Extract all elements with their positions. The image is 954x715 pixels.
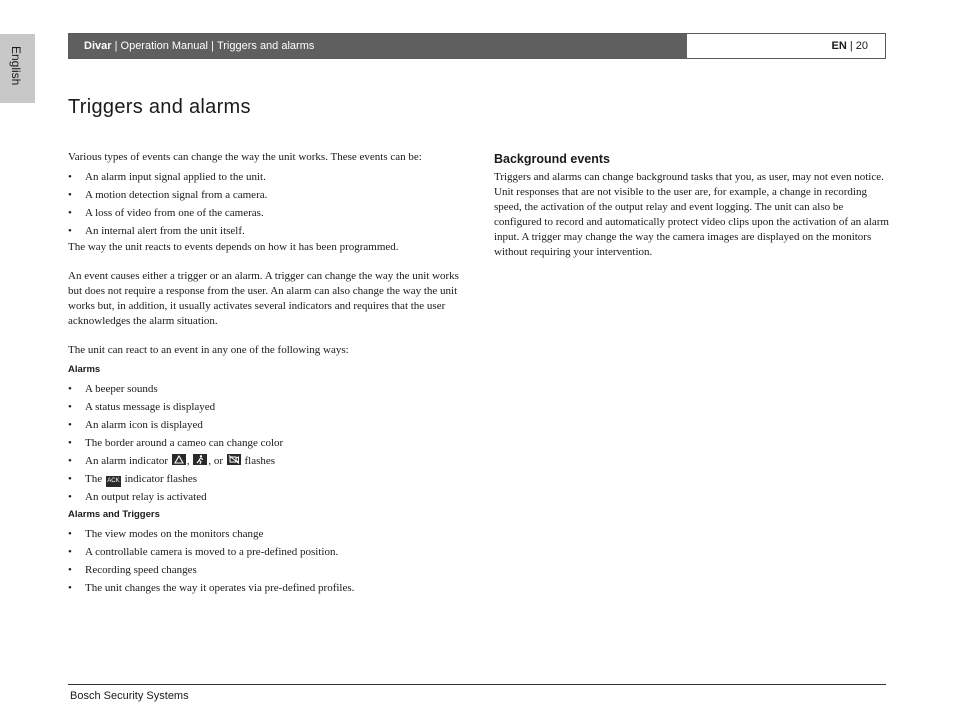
list-item: • A motion detection signal from a camera. (68, 186, 468, 204)
list-item: • An output relay is activated (68, 488, 468, 506)
header-separator: | (111, 40, 121, 52)
header-product: Divar (84, 40, 112, 52)
header-page-info (687, 34, 885, 58)
reacts-text: The way the unit reacts to events depends on how it has been programmed. (68, 241, 399, 253)
video-loss-icon (227, 454, 241, 465)
alarm-triangle-icon (172, 454, 186, 465)
list-item: • The view modes on the monitors change (68, 525, 468, 543)
ack-suffix: indicator flashes (124, 473, 198, 485)
indicator-or: , or (208, 455, 224, 467)
ack-icon: ACK (106, 476, 121, 487)
background-events-heading: Background events (494, 152, 611, 166)
right-column (494, 150, 889, 260)
trigger-list (68, 525, 468, 597)
list-item: • An alarm icon is displayed (68, 416, 468, 434)
header-manual: Operation Manual (120, 40, 208, 52)
alarm-list (68, 380, 468, 506)
language-tab (0, 34, 35, 103)
alarm-indicator-item (68, 452, 468, 470)
ack-indicator-item (68, 470, 468, 488)
list-item: • A loss of video from one of the cameras. (68, 204, 468, 222)
list-item: • An internal alert from the unit itself. (68, 222, 468, 240)
footer-company: Bosch Security Systems (70, 690, 189, 702)
header-page-number: 20 (855, 40, 868, 52)
header-chapter: Triggers and alarms (216, 40, 315, 52)
header-language: EN (831, 40, 847, 52)
list-item: • The unit changes the way it operates via pre-defined profiles. (68, 579, 468, 597)
list-item: • A status message is displayed (68, 398, 468, 416)
list-item: • An alarm input signal applied to the unit. (68, 168, 468, 186)
indicator-prefix: An alarm indicator (85, 455, 169, 467)
header-separator: | (846, 40, 856, 52)
header-breadcrumb (69, 34, 687, 58)
trigger-paragraph: An event causes either a trigger or an alarm. A trigger can change the way the unit works but does not require a response from the user. An alarm can also change the way the unit works but, in addition, it usually activates several indicators and requires that the user acknowledges the alarm situation. (68, 270, 459, 327)
header-separator: | (207, 40, 217, 52)
list-item: • A beeper sounds (68, 380, 468, 398)
indicator-suffix: flashes (244, 455, 276, 467)
intro-text: Various types of events can change the way the unit works. These events can be: (68, 151, 422, 163)
react-ways-text: The unit can react to an event in any one of the following ways: (68, 344, 349, 356)
footer-divider (68, 684, 886, 685)
ack-prefix: The (85, 473, 103, 485)
left-column (68, 150, 468, 597)
list-item: • The border around a cameo can change color (68, 434, 468, 452)
event-list (68, 168, 468, 240)
alarms-triggers-heading: Alarms and Triggers (68, 509, 160, 520)
alarms-heading: Alarms (68, 364, 101, 375)
indicator-comma: , (186, 455, 190, 467)
list-item: • Recording speed changes (68, 561, 468, 579)
page-title: Triggers and alarms (68, 96, 251, 118)
running-person-icon (193, 454, 207, 465)
page-header (68, 33, 886, 59)
background-events-text: Triggers and alarms can change background tasks that you, as user, may not even notice. Unit responses that are not visible to the user are, for example, a change in recording speed, the activation of the output relay and event logging. The unit can also be configured to record and automatically protect video clips upon the activation of an alarm input. A trigger may change the way the camera images are displayed on the monitors without requiring your intervention. (494, 171, 889, 258)
list-item: • A controllable camera is moved to a pre-defined position. (68, 543, 468, 561)
language-tab-label: English (9, 46, 23, 86)
